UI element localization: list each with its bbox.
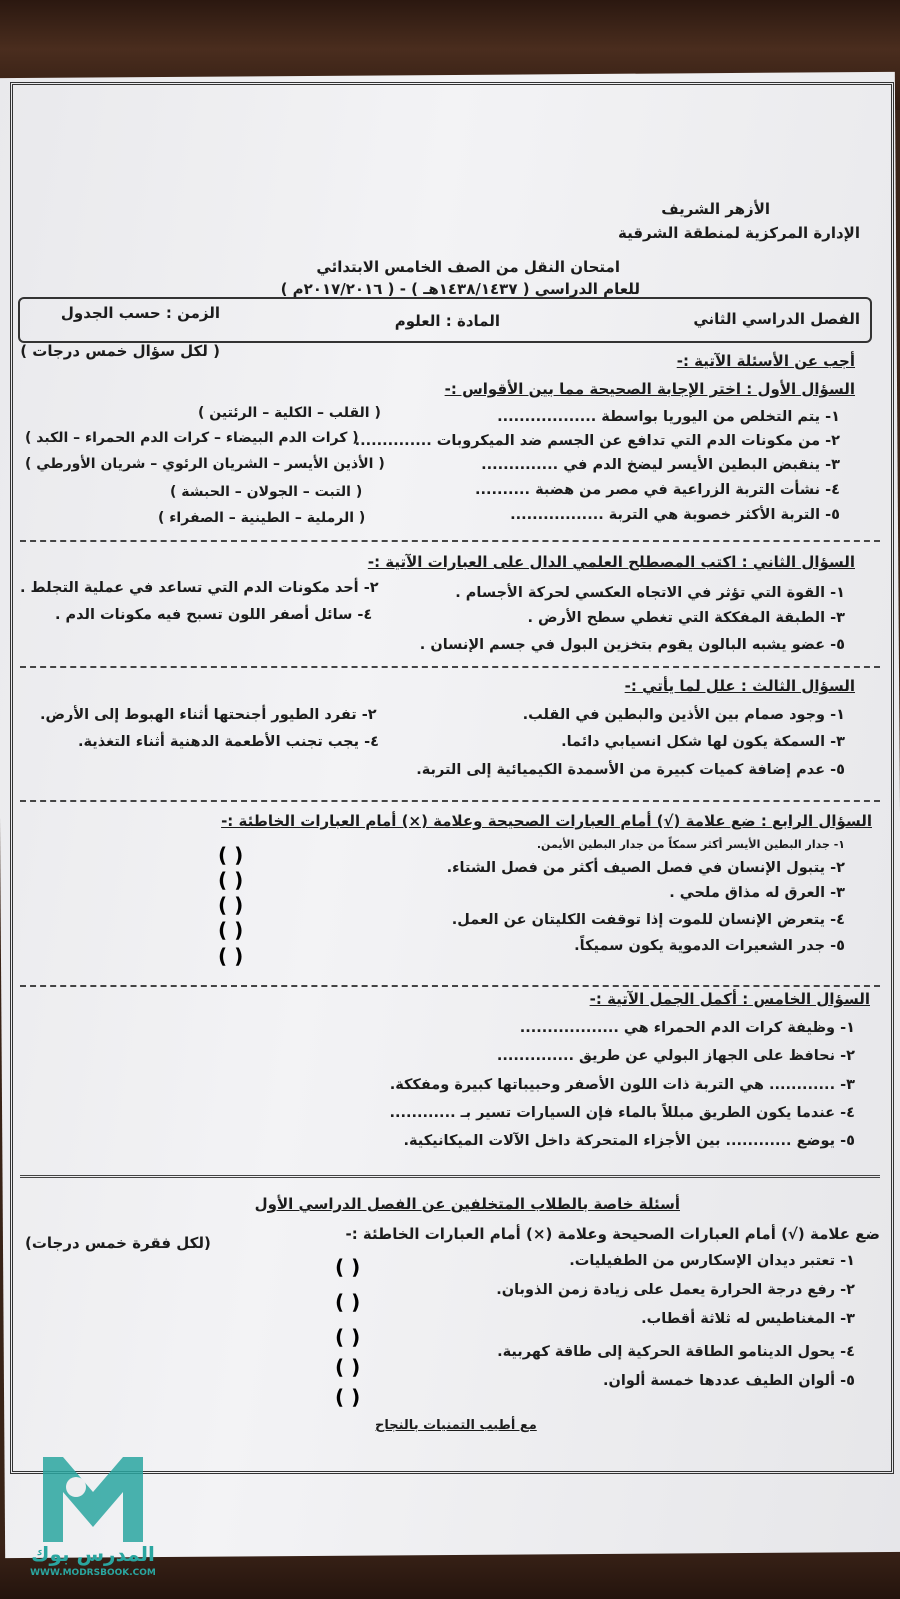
special-item: ٢- رفع درجة الحرارة يعمل على زيادة زمن الذوبان. [496,1282,855,1298]
special-item: ٥- ألوان الطيف عددها خمسة ألوان. [603,1373,855,1389]
q1-options: ( كرات الدم البيضاء – كرات الدم الحمراء – الكبد ) [25,430,359,446]
q1-item: ٥- التربة الأكثر خصوبة هي التربة ................. [510,507,840,523]
special-instruction: ضع علامة (√) أمام العبارات الصحيحة وعلامة (×) أمام العبارات الخاطئة :- [345,1225,880,1243]
q1-title: السؤال الأول : اختر الإجابة الصحيحة مما بين الأقواس :- [444,380,855,398]
answer-parens: ( ) [218,893,244,917]
q3-item: ٥- عدم إضافة كميات كبيرة من الأسمدة الكيميائية إلى التربة. [416,762,845,778]
q1-options: ( الرملية – الطينية – الصفراء ) [158,510,366,526]
answer-parens: ( ) [218,918,244,942]
special-item: ٣- المغناطيس له ثلاثة أقطاب. [641,1311,855,1327]
q5-item: ٣- ............ هي التربة ذات اللون الأصفر وحبيباتها كبيرة ومفككة. [389,1077,855,1093]
q4-item: ٥- جدر الشعيرات الدموية يكون سميكاً. [574,938,845,954]
q2-item: ١- القوة التي تؤثر في الاتجاه العكسي لحركة الأجسام . [455,585,845,601]
answer-parens: ( ) [218,843,244,867]
q5-item: ٤- عندما يكون الطريق مبللاً بالماء فإن السيارات تسير بـ ............ [389,1105,855,1121]
q3-item: ٢- تفرد الطيور أجنحتها أثناء الهبوط إلى الأرض. [40,707,377,723]
q3-item: ٤- يجب تجنب الأطعمة الدهنية أثناء التغذية. [78,734,380,750]
q1-options: ( القلب – الكلية – الرئتين ) [198,405,381,421]
answer-parens: ( ) [335,1290,361,1314]
q1-item: ١- يتم التخلص من اليوريا بواسطة .................. [497,409,840,425]
divider [20,985,880,987]
closing-wish: مع أطيب التمنيات بالنجاح [375,1418,537,1433]
q2-item: ٥- عضو يشبه البالون يقوم بتخزين البول في جسم الإنسان . [419,637,845,653]
special-item: ١- تعتبر ديدان الإسكارس من الطفيليات. [569,1253,855,1269]
subject-label: المادة : العلوم [394,312,500,330]
answer-parens: ( ) [335,1255,361,1279]
region-name: الإدارة المركزية لمنطقة الشرقية [618,224,860,242]
answer-parens: ( ) [335,1385,361,1409]
q3-title: السؤال الثالث : علل لما يأتي :- [624,677,855,695]
divider [20,1175,880,1178]
institution-name: الأزهر الشريف [661,200,770,218]
answer-parens: ( ) [218,944,244,968]
q5-item: ٢- نحافظ على الجهاز البولي عن طريق .............. [496,1048,855,1064]
answer-parens: ( ) [335,1325,361,1349]
q3-item: ٣- السمكة يكون لها شكل انسيابي دائما. [561,734,845,750]
divider [20,540,880,542]
special-section-title: أسئلة خاصة بالطلاب المتخلفين عن الفصل الدراسي الأول [254,1195,680,1213]
q2-item: ٢- أحد مكونات الدم التي تساعد في عملية التجلط . [20,580,379,596]
q1-options: ( التبت – الجولان – الحبشة ) [170,484,363,500]
q4-item: ٣- العرق له مذاق ملحي . [669,885,845,901]
q2-title: السؤال الثاني : اكتب المصطلح العلمي الدال على العبارات الآتية :- [367,553,855,571]
exam-title: امتحان النقل من الصف الخامس الابتدائي [316,258,620,276]
watermark-name: المدرس بوك [31,1542,155,1566]
divider [20,800,880,802]
academic-year: للعام الدراسي ( ١٤٣٨/١٤٣٧هـ ) - ( ٢٠١٧/٢٠١٦م ) [280,280,640,298]
q2-item: ٤- سائل أصفر اللون تسبح فيه مكونات الدم . [55,607,373,623]
q5-title: السؤال الخامس : أكمل الجمل الآتية :- [589,990,870,1008]
q5-item: ١- وظيفة كرات الدم الحمراء هي .................. [519,1020,855,1036]
q4-item: ٢- يتبول الإنسان في فصل الصيف أكثر من فصل الشتاء. [446,860,845,876]
q5-item: ٥- يوضع ............ بين الأجزاء المتحركة داخل الآلات الميكانيكية. [403,1133,855,1149]
q4-item: ١- جدار البطين الأيسر أكثر سمكاً من جدار البطين الأيمن. [536,838,845,851]
special-item: ٤- يحول الدينامو الطاقة الحركية إلى طاقة كهربية. [497,1344,855,1360]
q4-item: ٤- يتعرض الإنسان للموت إذا توقفت الكليتان عن العمل. [451,912,845,928]
q1-options: ( الأذين الأيسر – الشريان الرئوي – شريان الأورطي ) [25,456,385,472]
q3-item: ١- وجود صمام بين الأذين والبطين في القلب. [522,707,845,723]
answer-parens: ( ) [218,868,244,892]
special-marks-note: (لكل فقرة خمس درجات) [25,1234,211,1252]
q1-item: ٤- نشأت التربة الزراعية في مصر من هضبة .......... [474,482,840,498]
term-label: الفصل الدراسي الثاني [693,310,860,328]
answer-parens: ( ) [335,1355,361,1379]
instructions: أجب عن الأسئلة الآتية :- [676,352,855,370]
q2-item: ٣- الطبقة المفككة التي تغطي سطح الأرض . [527,610,845,626]
time-label: الزمن : حسب الجدول [60,304,220,322]
q4-title: السؤال الرابع : ضع علامة (√) أمام العبارات الصحيحة وعلامة (×) أمام العبارات الخاطئة :- [221,812,872,830]
divider [20,666,880,668]
watermark-logo [18,1432,168,1582]
q1-item: ٢- من مكونات الدم التي تدافع عن الجسم ضد الميكروبات .............. [354,433,840,449]
q1-item: ٣- ينقبض البطين الأيسر ليضخ الدم في .............. [481,457,840,473]
watermark-url: WWW.MODRSBOOK.COM [30,1568,156,1578]
marks-note: ( لكل سؤال خمس درجات ) [20,342,220,360]
